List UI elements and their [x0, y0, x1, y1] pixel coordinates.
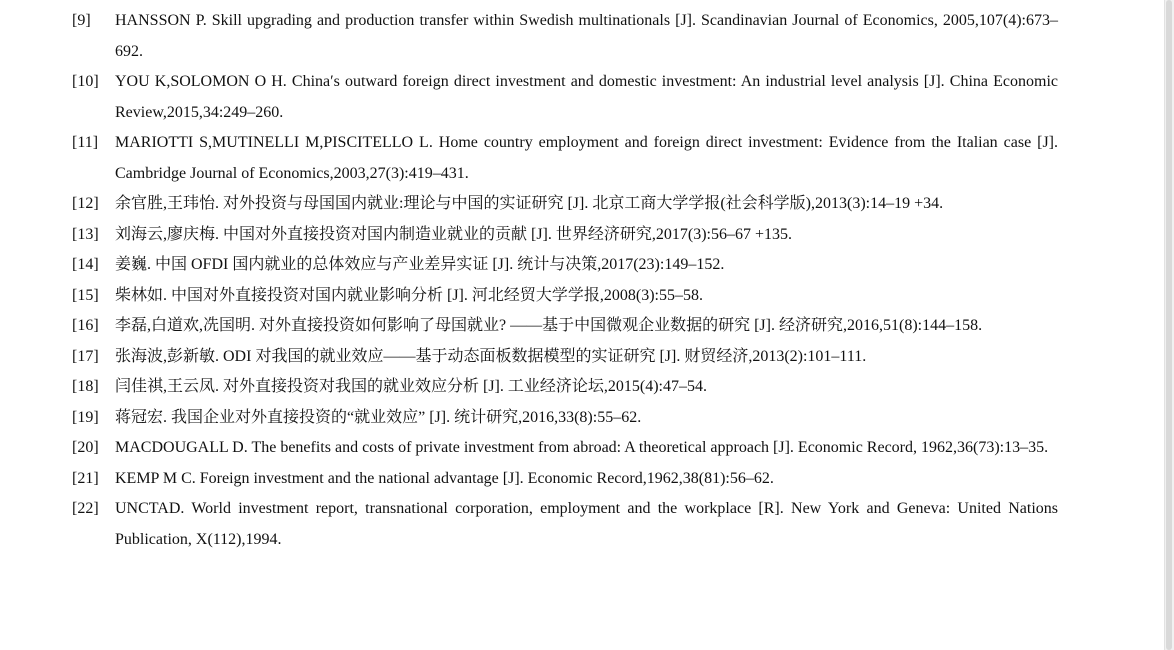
reference-text: 柴林如. 中国对外直接投资对国内就业影响分析 [J]. 河北经贸大学学报,2008(3):55–58. [115, 286, 703, 304]
reference-number: [18] [72, 378, 99, 395]
reference-number: [19] [72, 408, 99, 426]
reference-item [72, 250, 1058, 281]
reference-text: 张海波,彭新敏. ODI 对我国的就业效应——基于动态面板数据模型的实证研究 [J]. 财贸经济,2013(2):101–111. [115, 347, 867, 365]
reference-item [72, 189, 1058, 220]
reference-text: 李磊,白道欢,冼国明. 对外直接投资如何影响了母国就业? ——基于中国微观企业数据的研究 [J]. 经济研究,2016,51(8):144–158. [115, 317, 983, 334]
reference-text: KEMP M C. Foreign investment and the national advantage [J]. Economic Record,1962,38(81):56–62. [115, 469, 774, 487]
reference-item [72, 464, 1058, 495]
reference-text: 蒋冠宏. 我国企业对外直接投资的“就业效应” [J]. 统计研究,2016,33(8):55–62. [115, 408, 642, 426]
reference-text: YOU K,SOLOMON O H. China′s outward foreign direct investment and domestic investment: An industrial level analysis [J]. China Economic Review,2015,34:249–260. [115, 73, 1058, 121]
reference-item [72, 494, 1058, 555]
reference-text: HANSSON P. Skill upgrading and production transfer within Swedish multinationals [J]. Scandinavian Journal of Economics, 2005,107(4):673–692. [115, 12, 1058, 60]
reference-text: 刘海云,廖庆梅. 中国对外直接投资对国内制造业就业的贡献 [J]. 世界经济研究,2017(3):56–67 +135. [115, 225, 793, 243]
reference-number: [12] [72, 195, 99, 212]
reference-number: [14] [72, 256, 99, 273]
reference-item [72, 220, 1058, 251]
reference-text: 闫佳祺,王云凤. 对外直接投资对我国的就业效应分析 [J]. 工业经济论坛,2015(4):47–54. [115, 378, 707, 395]
reference-text: MARIOTTI S,MUTINELLI M,PISCITELLO L. Home country employment and foreign direct investment: Evidence from the Italian case [J]. Cambridge Journal of Economics,2003,27(3):419–431. [115, 134, 1058, 182]
reference-number: [16] [72, 317, 99, 334]
reference-number: [13] [72, 225, 99, 243]
reference-number: [21] [72, 469, 99, 487]
reference-item [72, 281, 1058, 312]
reference-text: UNCTAD. World investment report, transnational corporation, employment and the workplace [R]. New York and Geneva: United Nations Publication, X(112),1994. [115, 500, 1058, 548]
reference-number: [9] [72, 12, 91, 29]
reference-item [72, 372, 1058, 403]
reference-text: 余官胜,王玮怡. 对外投资与母国国内就业:理论与中国的实证研究 [J]. 北京工商大学学报(社会科学版),2013(3):14–19 +34. [115, 195, 944, 212]
reference-item [72, 128, 1058, 189]
vertical-scrollbar[interactable] [1164, 0, 1174, 650]
reference-item [72, 311, 1058, 342]
reference-item [72, 433, 1058, 464]
reference-number: [11] [72, 134, 99, 151]
reference-item [72, 342, 1058, 373]
reference-text: 姜巍. 中国 OFDI 国内就业的总体效应与产业差异实证 [J]. 统计与决策,2017(23):149–152. [115, 256, 725, 273]
reference-list [72, 6, 1058, 555]
reference-number: [17] [72, 347, 99, 365]
reference-text: MACDOUGALL D. The benefits and costs of private investment from abroad: A theoretical approach [J]. Economic Record, 1962,36(73):13–35. [115, 439, 1049, 456]
reference-number: [22] [72, 500, 99, 517]
reference-number: [20] [72, 439, 99, 456]
reference-item [72, 403, 1058, 434]
reference-item [72, 6, 1058, 67]
scrollbar-thumb[interactable] [1166, 0, 1172, 650]
reference-number: [10] [72, 73, 99, 90]
reference-item [72, 67, 1058, 128]
reference-number: [15] [72, 286, 99, 304]
